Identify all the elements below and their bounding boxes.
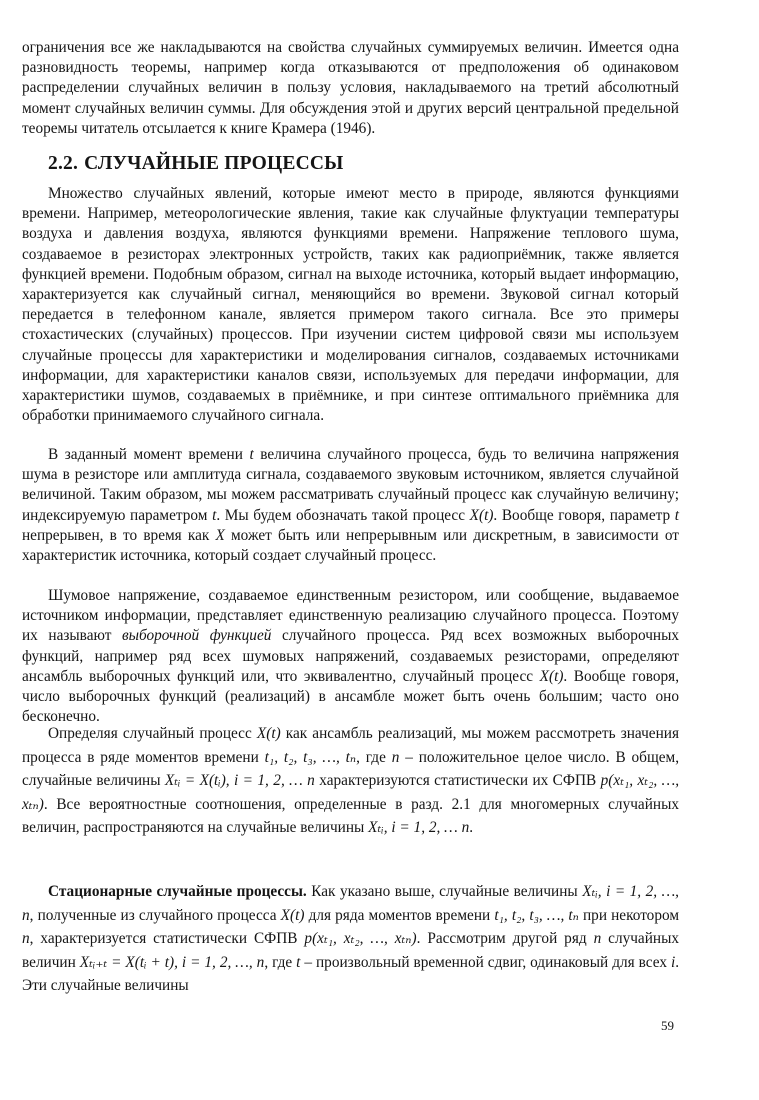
formula-random-values-index: Xₜᵢ, i = 1, 2, … n [368, 819, 470, 836]
paragraph-random-variable-at-time: В заданный момент времени t величина случайного процесса, будь то величина напряжения шума в резисторе или амплитуда сигнала, создаваемого звуковым источником, является случайной величиной. Таким образом, мы можем рассматривать случайный процесс как случайную величину; индексируемую параметром t. Мы будем обозначать такой процесс X(t). Вообще говоря, параметр t непрерывен, в то время как X может быть или непрерывным или дискретным, в зависимости от характеристик источника, который создает случайный процесс. [22, 446, 680, 565]
time-instants: t₁, t₂, t₃, …, tₙ [264, 748, 357, 766]
stationary-heading: Стационарные случайные процессы. [48, 883, 307, 900]
section-title: СЛУЧАЙНЫЕ ПРОЦЕССЫ [84, 153, 344, 174]
paragraph-sample-function: Шумовое напряжение, создаваемое единственным резистором, или сообщение, выдаваемое источником информации, представляет единственную реализацию случайного процесса. Поэтому их называют выборочной функцией случайного процесса. Ряд всех возможных выборочных функций, например ряд всех шумовых напряжений, создаваемых резисторами, определяют ансамбль выборочных функций или, что эквивалентно, случайный процесс X(t). Вообще говоря, число выборочных функций (реализаций) в ансамбле может быть очень большим; часто оно бесконечно. [22, 587, 680, 726]
paragraph-ensemble-values: Определяя случайный процесс X(t) как ансамбль реализаций, мы можем рассмотреть значения процесса в ряде моментов времени t₁, t₂, t₃, …, tₙ, где n – положительное целое число. В общем, случайные величины Xₜᵢ = X(tᵢ), i = 1, 2, … n характеризуются статистически их СФПВ p(xₜ₁, xₜ₂, …, xₜₙ). Все вероятностные соотношения, определенные в разд. 2.1 для многомерных случайных величин, распространяются на случайные величины Xₜᵢ, i = 1, 2, … n. [22, 725, 680, 836]
term-sample-function: выборочной функцией [121, 627, 272, 645]
paragraph-random-phenomena: Множество случайных явлений, которые имеют место в природе, являются функциями времени. Например, метеорологические явления, такие как случайные флуктуации температуры воздуха и давления воздуха, являются функциями времени. Напряжение теплового шума, создаваемое в резисторах электронных устройств, таких как радиоприёмник, также является функцией времени. Подобным образом, сигнал на выходе источника, который выдает информацию, характеризуется как случайный сигнал, меняющийся во времени. Звуковой сигнал который передается в телефонном канале, является примером такого сигнала. Все это примеры стохастических (случайных) процессов. При изучении систем цифровой связи мы используем случайные процессы для характеристики и моделирования сигналов, создаваемых источниками информации, для характеристики каналов связи, используемых для передачи информации, для характеристики шумов, создаваемых в приёмнике, и при синтезе оптимального приёмника для обработки принимаемого случайного сигнала. [22, 185, 679, 425]
formula-shifted-values: Xₜᵢ₊ₜ = X(tᵢ + t), i = 1, 2, …, n [79, 953, 265, 971]
formula-joint-pdf: p(xₜ₁, xₜ₂, …, xₜₙ) [22, 772, 680, 813]
time-instants: t₁, t₂, t₃, …, tₙ [494, 906, 579, 924]
page-number: 59 [661, 1018, 674, 1033]
section-heading [48, 153, 349, 175]
top-paragraph: ограничения все же накладываются на свойства случайных суммируемых величин. Имеется одна разновидность теоремы, например когда отказываются от предположения об одинаковом распределении случайных величин в пользу условия, накладываемого на третий абсолютный момент случайных величин суммы. Для обсуждения этой и других версий центральной предельной теоремы читатель отсылается к книге Крамера (1946). [22, 39, 679, 137]
formula-random-values: Xₜᵢ = X(tᵢ), i = 1, 2, … n [164, 772, 315, 789]
paragraph-stationary-processes: Стационарные случайные процессы. Как указано выше, случайные величины Xₜᵢ, i = 1, 2, …, n, полученные из случайного процесса X(t) для ряда моментов времени t₁, t₂, t₃, …, tₙ при некотором n, характеризуется статистически СФПВ p(xₜ₁, xₜ₂, …, xₜₙ). Рассмотрим другой ряд n случайных величин Xₜᵢ₊ₜ = X(tᵢ + t), i = 1, 2, …, n, где t – произвольный временной сдвиг, одинаковый для всех i. Эти случайные величины [22, 883, 680, 994]
section-number: 2.2. [48, 153, 79, 174]
formula-random-values: Xₜᵢ, i = 1, 2, …, n [22, 883, 679, 924]
formula-joint-pdf: p(xₜ₁, xₜ₂, …, xₜₙ) [304, 930, 417, 947]
